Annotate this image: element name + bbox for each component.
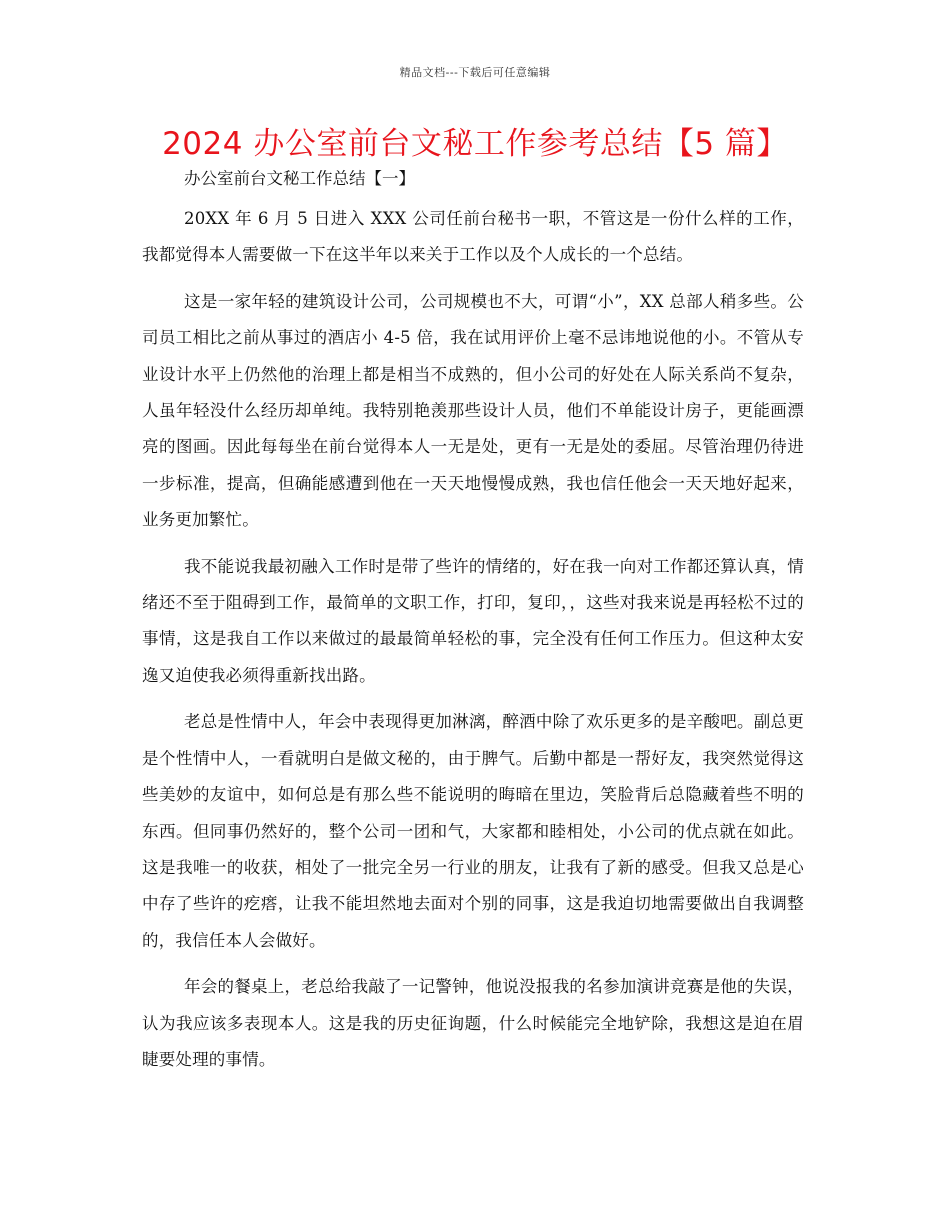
- paragraph-3: 我不能说我最初融入工作时是带了些许的情绪的，好在我一向对工作都还算认真，情绪还不至于阻碍到工作，最简单的文职工作，打印，复印，，这些对我来说是再轻松不过的事情，这是我自工作以来做过的最最简单轻松的事，完全没有任何工作压力。但这种太安逸又迫使我必须得重新找出路。: [142, 556, 804, 685]
- paragraph-2: 这是一家年轻的建筑设计公司，公司规模也不大，可谓“小”，XX 总部人稍多些。公司员工相比之前从事过的酒店小 4-5 倍，我在试用评价上毫不忌讳地说他的小。不管从专业设计水平上仍然他的治理上都是相当不成熟的，但小公司的好处在人际关系尚不复杂，人虽年轻没什么经历却单纯。我特别艳羡那些设计人员，他们不单能设计房子，更能画漂亮的图画。因此每每坐在前台觉得本人一无是处，更有一无是处的委屈。尽管治理仍待进一步标准，提高，但确能感遭到他在一天天地慢慢成熟，我也信任他会一天天地好起来，业务更加繁忙。: [142, 291, 804, 530]
- document-body: [142, 167, 804, 1088]
- document-title: 2024 办公室前台文秘工作参考总结【5 篇】: [162, 126, 788, 162]
- paragraph-5: 年会的餐桌上，老总给我敲了一记警钟，他说没报我的名参加演讲竞赛是他的失误，认为我应该多表现本人。这是我的历史征询题，什么时候能完全地铲除，我想这是迫在眉睫要处理的事情。: [142, 977, 804, 1069]
- paragraph-1: 20XX 年 6 月 5 日进入 XXX 公司任前台秘书一职，不管这是一份什么样的工作，我都觉得本人需要做一下在这半年以来关于工作以及个人成长的一个总结。: [142, 209, 804, 265]
- section-heading: 办公室前台文秘工作总结【一】: [184, 169, 415, 188]
- paragraph-4: 老总是性情中人，年会中表现得更加淋漓，醉酒中除了欢乐更多的是辛酸吧。副总更是个性情中人，一看就明白是做文秘的，由于脾气。后勤中都是一帮好友，我突然觉得这些美妙的友谊中，如何总是有那么些不能说明的晦暗在里边，笑脸背后总隐藏着些不明的东西。但同事仍然好的，整个公司一团和气，大家都和睦相处，小公司的优点就在如此。这是我唯一的收获，相处了一批完全另一行业的朋友，让我有了新的感受。但我又总是心中存了些许的疙瘩，让我不能坦然地去面对个别的同事，这是我迫切地需要做出自我调整的，我信任本人会做好。: [142, 712, 804, 950]
- page-header-watermark: 精品文档---下载后可任意编辑: [399, 66, 551, 79]
